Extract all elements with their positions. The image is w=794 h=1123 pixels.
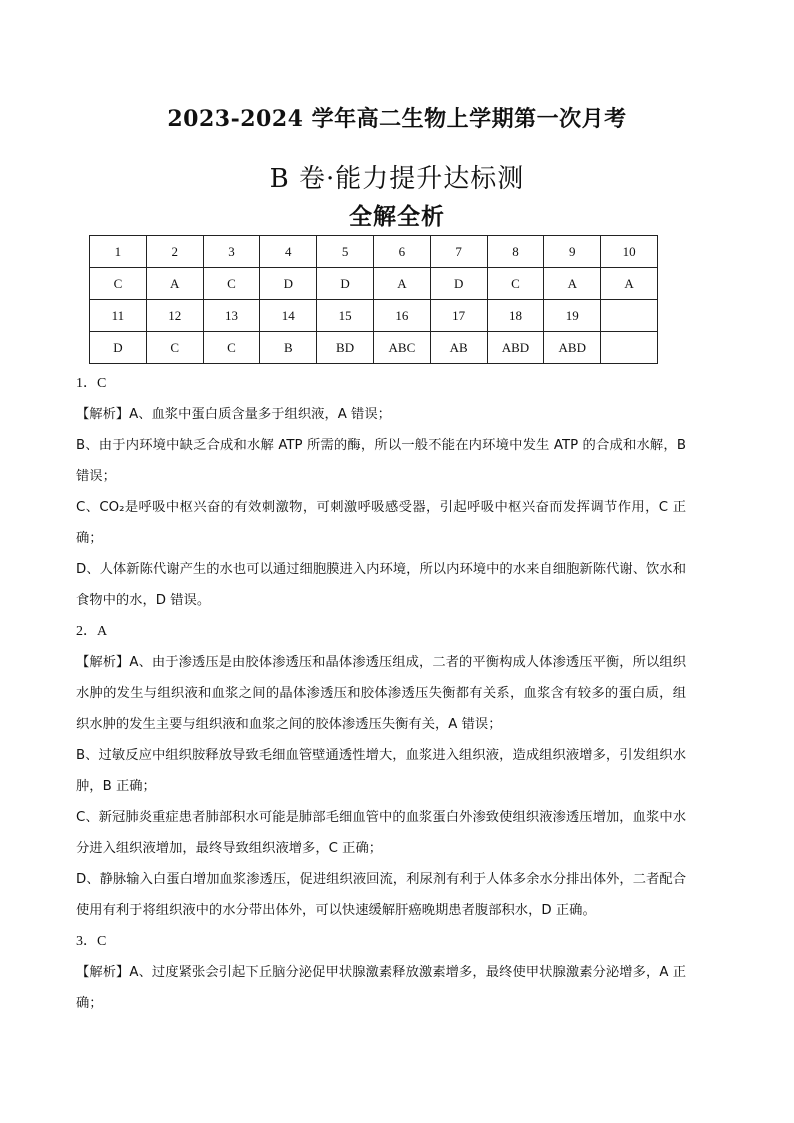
question-number-cell (601, 300, 658, 332)
question-number-cell: 7 (430, 236, 487, 268)
answer-cell: A (146, 268, 203, 300)
answer-cell: BD (317, 332, 374, 364)
answer-cell: ABD (487, 332, 544, 364)
answer-cell: C (203, 332, 260, 364)
answer-cell: AB (430, 332, 487, 364)
question-number-cell: 15 (317, 300, 374, 332)
analysis-line: 【解析】A、由于渗透压是由胶体渗透压和晶体渗透压组成，二者的平衡构成人体渗透压平衡，所以组织水肿的发生与组织液和血浆之间的晶体渗透压和胶体渗透压失衡都有关系，血浆含有较多的蛋白质，组织水肿的发生主要与组织液和血浆之间的胶体渗透压失衡有关，A 错误； (76, 655, 686, 732)
answer-cell: ABD (544, 332, 601, 364)
answer-cell: D (260, 268, 317, 300)
question-number-cell: 6 (373, 236, 430, 268)
analysis-line: D、人体新陈代谢产生的水也可以通过细胞膜进入内环境，所以内环境中的水来自细胞新陈代谢、饮水和食物中的水，D 错误。 (76, 562, 686, 608)
question-number-cell: 13 (203, 300, 260, 332)
analysis-line: 【解析】A、血浆中蛋白质含量多于组织液，A 错误； (76, 407, 391, 422)
answer-cell: A (373, 268, 430, 300)
answer-cell: D (90, 332, 147, 364)
question-number-cell: 2 (146, 236, 203, 268)
question-number: 3．C (76, 934, 107, 949)
question-number-cell: 9 (544, 236, 601, 268)
question-number-cell: 19 (544, 300, 601, 332)
analysis-line: C、CO₂是呼吸中枢兴奋的有效刺激物，可刺激呼吸感受器，引起呼吸中枢兴奋而发挥调节作用，C 正确； (76, 500, 686, 546)
question-number-cell: 8 (487, 236, 544, 268)
answer-cell: C (203, 268, 260, 300)
answer-cell: C (487, 268, 544, 300)
question-number-cell: 12 (146, 300, 203, 332)
answer-table-row (90, 236, 658, 268)
document-title: 2023-2024 学年高二生物上学期第一次月考 (167, 106, 627, 132)
answer-cell: C (146, 332, 203, 364)
question-number-cell: 16 (373, 300, 430, 332)
question-number-cell: 3 (203, 236, 260, 268)
answer-cell: ABC (373, 332, 430, 364)
analysis-line: B、过敏反应中组织胺释放导致毛细血管壁通透性增大，血浆进入组织液，造成组织液增多，引发组织水肿，B 正确； (76, 748, 686, 794)
answer-table-row (90, 300, 658, 332)
question-number-cell: 1 (90, 236, 147, 268)
question-number-cell: 18 (487, 300, 544, 332)
question-number-cell: 14 (260, 300, 317, 332)
question-number-cell: 5 (317, 236, 374, 268)
answer-cell: D (317, 268, 374, 300)
analysis-line: C、新冠肺炎重症患者肺部积水可能是肺部毛细血管中的血浆蛋白外渗致使组织液渗透压增加，血浆中水分进入组织液增加，最终导致组织液增多，C 正确； (76, 810, 686, 856)
question-number: 2．A (76, 624, 108, 639)
question-number: 1．C (76, 376, 107, 391)
answer-table-row (90, 268, 658, 300)
question-number-cell: 4 (260, 236, 317, 268)
question-number-cell: 10 (601, 236, 658, 268)
analysis-line: B、由于内环境中缺乏合成和水解 ATP 所需的酶，所以一般不能在内环境中发生 ATP 的合成和水解，B 错误； (76, 438, 686, 484)
answer-cell: A (544, 268, 601, 300)
answer-table (89, 235, 658, 364)
document-section-title: 全解全析 (349, 203, 445, 230)
answer-cell: C (90, 268, 147, 300)
answer-cell: A (601, 268, 658, 300)
document-subtitle: B 卷·能力提升达标测 (269, 164, 525, 194)
answer-cell: D (430, 268, 487, 300)
question-number-cell: 11 (90, 300, 147, 332)
solutions-content (76, 368, 686, 1019)
answer-cell: B (260, 332, 317, 364)
answer-cell (601, 332, 658, 364)
question-number-cell: 17 (430, 300, 487, 332)
analysis-line: D、静脉输入白蛋白增加血浆渗透压，促进组织液回流，利尿剂有利于人体多余水分排出体外，二者配合使用有利于将组织液中的水分带出体外，可以快速缓解肝癌晚期患者腹部积水，D 正确。 (76, 872, 686, 918)
answer-table-row (90, 332, 658, 364)
analysis-line: 【解析】A、过度紧张会引起下丘脑分泌促甲状腺激素释放激素增多，最终使甲状腺激素分泌增多，A 正确； (76, 965, 686, 1011)
